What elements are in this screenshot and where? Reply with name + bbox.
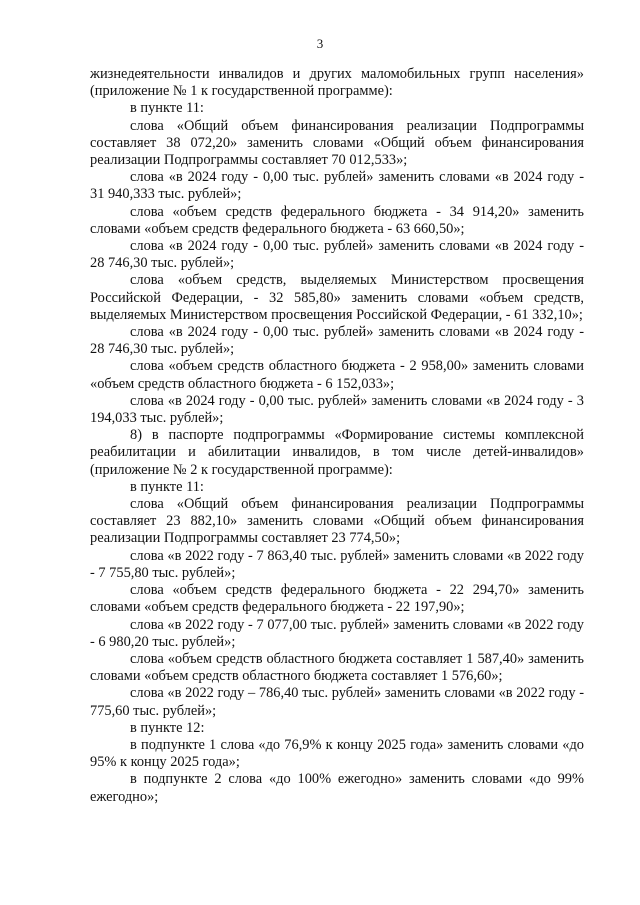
page-number: 3	[316, 36, 324, 51]
paragraph: жизнедеятельности инвалидов и других маломобильных групп населения» (приложение № 1 к государственной программе):	[90, 66, 584, 100]
paragraph: в пункте 11:	[130, 478, 204, 495]
paragraph: слова «в 2022 году - 7 863,40 тыс. рублей» заменить словами «в 2022 году - 7 755,80 тыс. рублей»;	[90, 547, 584, 581]
paragraph: слова «в 2024 году - 0,00 тыс. рублей» заменить словами «в 2024 году - 31 940,333 тыс. рублей»;	[90, 169, 584, 203]
paragraph: слова «в 2022 году – 786,40 тыс. рублей» заменить словами «в 2022 году - 775,60 тыс. рублей»;	[90, 685, 584, 719]
paragraph: 8) в паспорте подпрограммы «Формирование системы комплексной реабилитации и абилитации инвалидов, в том числе детей-инвалидов» (приложение № 2 к государственной программе):	[90, 427, 584, 478]
paragraph: слова «в 2024 году - 0,00 тыс. рублей» заменить словами «в 2024 году - 28 746,30 тыс. рублей»;	[90, 324, 584, 358]
paragraph: слова «объем средств федерального бюджета - 34 914,20» заменить словами «объем средств федерального бюджета - 63 660,50»;	[90, 203, 584, 237]
paragraph: слова «Общий объем финансирования реализации Подпрограммы составляет 23 882,10» заменить словами «Общий объем финансирования реализации Подпрограммы составляет 23 774,50»;	[90, 496, 584, 547]
paragraph: слова «Общий объем финансирования реализации Подпрограммы составляет 38 072,20» заменить словами «Общий объем финансирования реализации Подпрограммы составляет 70 012,533»;	[90, 117, 584, 169]
document-body	[90, 66, 584, 806]
paragraph: слова «объем средств, выделяемых Министерством просвещения Российской Федерации, - 32 585,80» заменить словами «объем средств, выделяемых Министерством просвещения Российской Федерации, - 61 332,10»;	[90, 272, 584, 323]
paragraph: в подпункте 2 слова «до 100% ежегодно» заменить словами «до 99% ежегодно»;	[90, 771, 584, 805]
paragraph: в подпункте 1 слова «до 76,9% к концу 2025 года» заменить словами «до 95% к концу 2025 года»;	[90, 736, 584, 771]
paragraph: слова «в 2024 году - 0,00 тыс. рублей» заменить словами «в 2024 году - 3 194,033 тыс. рублей»;	[90, 392, 584, 427]
paragraph: слова «объем средств областного бюджета - 2 958,00» заменить словами «объем средств областного бюджета - 6 152,033»;	[90, 358, 584, 392]
paragraph: в пункте 12:	[130, 719, 205, 736]
paragraph: слова «в 2022 году - 7 077,00 тыс. рублей» заменить словами «в 2022 году - 6 980,20 тыс. рублей»;	[90, 616, 584, 650]
paragraph: в пункте 11:	[130, 100, 204, 117]
paragraph: слова «объем средств областного бюджета составляет 1 587,40» заменить словами «объем средств областного бюджета составляет 1 576,60»;	[90, 650, 584, 685]
paragraph: слова «объем средств федерального бюджета - 22 294,70» заменить словами «объем средств федерального бюджета - 22 197,90»;	[90, 582, 584, 616]
paragraph: слова «в 2024 году - 0,00 тыс. рублей» заменить словами «в 2024 году - 28 746,30 тыс. рублей»;	[90, 238, 584, 272]
